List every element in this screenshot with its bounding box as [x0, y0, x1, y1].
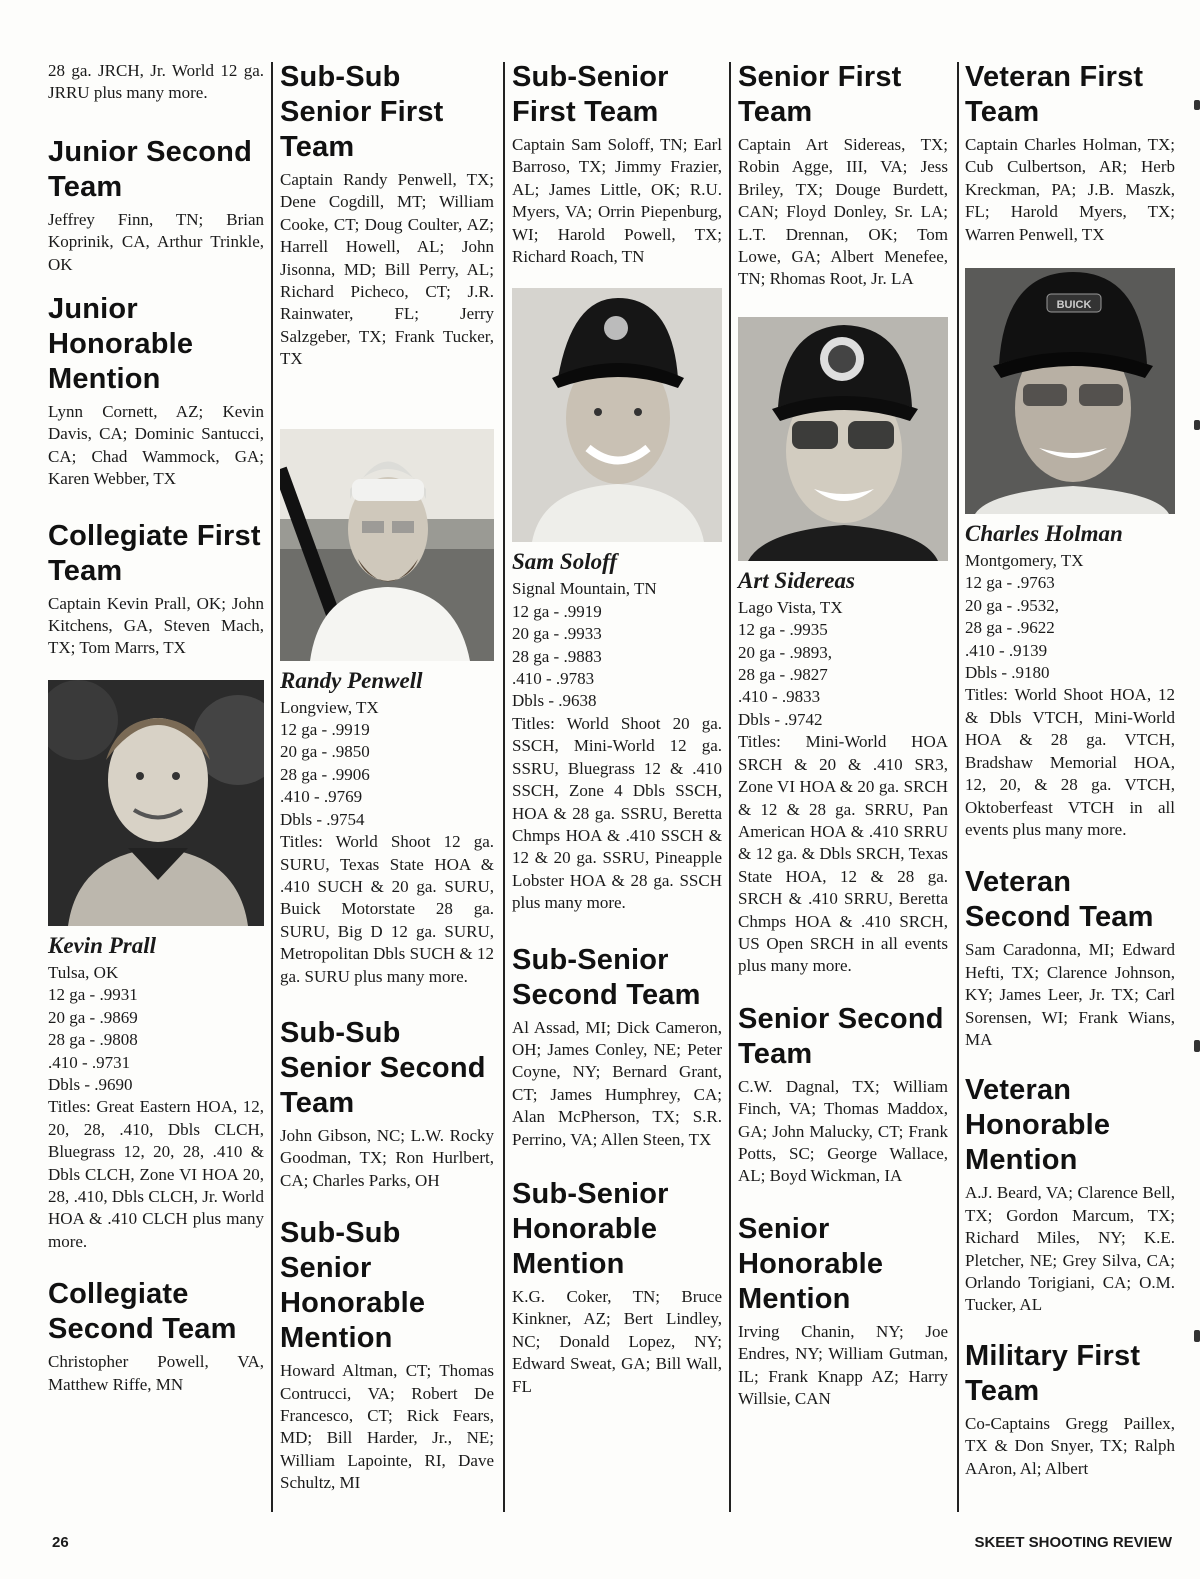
profile-city: Lago Vista, TX — [738, 597, 843, 617]
column-3 — [512, 60, 722, 1398]
stat-line: 28 ga - .9827 — [738, 665, 828, 685]
senior-hm-text: Irving Chanin, NY; Joe Endres, NY; William Gutman, IL; Frank Knapp AZ; Harry Willsie, CAN — [738, 1321, 948, 1408]
vet-second-text: Sam Caradonna, MI; Edward Hefti, TX; Clarence Johnson, KY; James Leer, Jr. TX; Carl Sorensen, WI; Frank Wians, MA — [965, 940, 1175, 1049]
stat-line: 28 ga - .9622 — [965, 618, 1055, 638]
stat-line: 12 ga - .9919 — [280, 720, 370, 740]
stat-line: .410 - .9139 — [965, 640, 1048, 660]
stat-line: .410 - .9783 — [512, 669, 595, 689]
senior-first-heading: Senior First Team — [738, 61, 902, 128]
vet-first-text: Captain Charles Holman, TX; Cub Culbertson, AR; Herb Kreckman, PA; J.B. Maszk, FL; Harold Myers, TX; Warren Penwell, TX — [965, 135, 1175, 244]
junior-second-heading: Junior Second Team — [48, 135, 253, 203]
sam-soloff-photo — [512, 288, 722, 542]
stat-line: 28 ga - .9808 — [48, 1030, 138, 1050]
scan-mark — [1194, 420, 1200, 430]
stat-line: Dbls - .9638 — [512, 691, 597, 711]
ss-second-text: John Gibson, NC; L.W. Rocky Goodman, TX; Ron Hurlbert, CA; Charles Parks, OH — [280, 1125, 494, 1190]
stat-line: 12 ga - .9763 — [965, 573, 1055, 593]
stat-line: 20 ga - .9850 — [280, 742, 370, 762]
vet-first-heading: Veteran First Team — [965, 61, 1144, 128]
sub-first-text: Captain Sam Soloff, TN; Earl Barroso, TX; Jimmy Frazier, AL; James Little, OK; R.U. Myers, VA; Orrin Piepenburg, WI; Harold Powell, TX; Richard Roach, TN — [512, 135, 722, 267]
carryover-text: 28 ga. JRCH, Jr. World 12 ga. JRRU plus many more. — [48, 61, 264, 103]
senior-hm-heading: Senior Honorable Mention — [738, 1212, 884, 1315]
column-2 — [280, 60, 494, 1495]
profile-city: Montgomery, TX — [965, 551, 1084, 571]
senior-second-heading: Senior Second Team — [738, 1002, 944, 1070]
senior-second-text: C.W. Dagnal, TX; William Finch, VA; Thomas Maddox, GA; John Malucky, CT; Frank Potts, SC; George Wallace, AL; Boyd Wickman, IA — [738, 1076, 948, 1186]
page-number: 26 — [52, 1534, 69, 1551]
sub-hm-heading: Sub-Senior Honorable Mention — [512, 1177, 669, 1280]
ss-first-heading: Sub-Sub Senior First Team — [280, 61, 444, 163]
ss-second-heading: Sub-Sub Senior Second Team — [280, 1016, 486, 1119]
stat-line: Dbls - .9742 — [738, 709, 823, 729]
vet-second-heading: Veteran Second Team — [965, 866, 1154, 934]
column-rule — [271, 62, 273, 1512]
stat-line: 28 ga - .9883 — [512, 646, 602, 666]
military-first-text: Co-Captains Gregg Paillex, TX & Don Snyer, TX; Ralph AAron, Al; Albert — [965, 1413, 1175, 1478]
profile-titles: Titles: Great Eastern HOA, 12, 20, 28, .410, Dbls CLCH, Bluegrass 12, 20, 28, .410 & Dbls CLCH, Zone VI HOA 20, 28, .410, Dbls CLCH, Jr. World HOA & .410 CLCH plus many more. — [48, 1097, 264, 1251]
stat-line: .410 - .9769 — [280, 787, 363, 807]
profile-titles: Titles: World Shoot HOA, 12 & Dbls VTCH, Mini-World HOA & 28 ga. VTCH, Bradshaw Memorial HOA, 12, 20, & 28 ga. VTCH, Oktoberfeast VTCH in all events plus many more. — [965, 685, 1175, 839]
profile-name: Charles Holman — [965, 521, 1123, 547]
charles-holman-photo — [965, 268, 1175, 514]
profile-name: Sam Soloff — [512, 549, 618, 575]
stat-line: Dbls - .9180 — [965, 663, 1050, 683]
stat-line: 20 ga - .9893, — [738, 642, 832, 662]
sub-first-heading: Sub-Senior First Team — [512, 61, 669, 128]
scan-mark — [1194, 1330, 1200, 1342]
stat-line: 20 ga - .9869 — [48, 1007, 138, 1027]
stat-line: 20 ga - .9933 — [512, 624, 602, 644]
junior-hm-text: Lynn Cornett, AZ; Kevin Davis, CA; Dominic Santucci, CA; Chad Wammock, GA; Karen Webber, TX — [48, 402, 264, 489]
collegiate-second-text: Christopher Powell, VA, Matthew Riffe, MN — [48, 1352, 264, 1394]
senior-first-text: Captain Art Sidereas, TX; Robin Agge, III, VA; Jess Briley, TX; Douge Burdett, CAN; Floyd Donley, Sr. LA; L.T. Drennan, OK; Tom Lowe, GA; Albert Menefee, TN; Rhomas Root, Jr. LA — [738, 135, 948, 289]
column-rule — [957, 62, 959, 1512]
stat-line: 12 ga - .9931 — [48, 985, 138, 1005]
sub-second-text: Al Assad, MI; Dick Cameron, OH; James Conley, NE; Peter Coyne, NY; Bernard Grant, CT; James Humphrey, CA; Alan McPherson, TX; S.R. Perrino, VA; Allen Steen, TX — [512, 1017, 722, 1149]
ss-first-text: Captain Randy Penwell, TX; Dene Cogdill, MT; William Cooke, CT; Doug Coulter, AZ; Harrell Howell, AL; John Jisonna, MD; Bill Perry, AL; Richard Picheco, CT; J.R. Rainwater, FL; Jerry Salzgeber, TX; Frank Tucker, TX — [280, 170, 494, 369]
collegiate-first-heading: Collegiate First Team — [48, 519, 261, 587]
profile-titles: Titles: World Shoot 20 ga. SSCH, Mini-World 12 ga. SSRU, Bluegrass 12 & .410 SSCH, Zone 4 Dbls SSCH, HOA & 28 ga. SSRU, Beretta Chmps HOA & .410 SSCH & 12 & 20 ga. SSRU, Pineapple Lobster HOA & 28 ga. SSCH plus many more. — [512, 713, 722, 913]
stat-line: Dbls - .9754 — [280, 809, 365, 829]
collegiate-second-heading: Collegiate Second Team — [48, 1278, 237, 1346]
stat-line: 12 ga - .9919 — [512, 601, 602, 621]
scan-mark — [1194, 1040, 1200, 1052]
column-rule — [729, 62, 731, 1512]
profile-name: Randy Penwell — [280, 667, 423, 693]
profile-titles: Titles: World Shoot 12 ga. SURU, Texas State HOA & .410 SUCH & 20 ga. SURU, Buick Motorstate 28 ga. SURU, Big D 12 ga. SURU, Metropolitan Dbls SUCH & 12 ga. SURU plus many more. — [280, 832, 494, 986]
magazine-title: SKEET SHOOTING REVIEW — [974, 1534, 1172, 1551]
column-rule — [503, 62, 505, 1512]
stat-line: .410 - .9731 — [48, 1052, 131, 1072]
vet-hm-heading: Veteran Honorable Mention — [965, 1074, 1111, 1177]
kevin-prall-photo — [48, 680, 264, 926]
stat-line: Dbls - .9690 — [48, 1074, 133, 1094]
column-1 — [48, 60, 264, 1396]
profile-name: Art Sidereas — [738, 567, 855, 593]
junior-hm-heading: Junior Honorable Mention — [48, 293, 194, 396]
profile-city: Signal Mountain, TN — [512, 579, 657, 599]
column-4 — [738, 60, 948, 1410]
stat-line: 20 ga - .9532, — [965, 595, 1059, 615]
profile-name: Kevin Prall — [48, 932, 156, 958]
sub-second-heading: Sub-Senior Second Team — [512, 943, 701, 1011]
stat-line: 12 ga - .9935 — [738, 620, 828, 640]
art-sidereas-photo — [738, 317, 948, 561]
randy-penwell-photo — [280, 429, 494, 661]
hat-text: BUICK — [1056, 299, 1092, 312]
ss-hm-heading: Sub-Sub Senior Honorable Mention — [280, 1217, 426, 1355]
profile-city: Tulsa, OK — [48, 962, 119, 982]
military-first-heading: Military First Team — [965, 1339, 1141, 1407]
ss-hm-text: Howard Altman, CT; Thomas Contrucci, VA; Robert De Francesco, CT; Rick Fears, MD; Bill Harder, Jr., NE; William Lapointe, RI, Dave Schultz, MI — [280, 1361, 494, 1493]
stat-line: 28 ga - .9906 — [280, 764, 370, 784]
column-5 — [965, 60, 1175, 1480]
profile-city: Longview, TX — [280, 697, 379, 717]
collegiate-first-text: Captain Kevin Prall, OK; John Kitchens, GA, Steven Mach, TX; Tom Marrs, TX — [48, 593, 264, 658]
junior-second-text: Jeffrey Finn, TN; Brian Koprinik, CA, Arthur Trinkle, OK — [48, 209, 264, 274]
sub-hm-text: K.G. Coker, TN; Bruce Kinkner, AZ; Bert Lindley, NC; Donald Lopez, NY; Edward Sweat, GA; Bill Wall, FL — [512, 1286, 722, 1396]
scan-mark — [1194, 100, 1200, 110]
vet-hm-text: A.J. Beard, VA; Clarence Bell, TX; Gordon Marcum, TX; Richard Miles, NY; K.E. Pletcher, NE; Grey Silva, CA; Orlando Torigiani, CA; O.M. Tucker, AL — [965, 1183, 1175, 1315]
stat-line: .410 - .9833 — [738, 687, 821, 707]
profile-titles: Titles: Mini-World HOA SRCH & 20 & .410 SR3, Zone VI HOA & 20 ga. SRCH & 12 & 28 ga. SRRU, Pan American HOA & .410 SRRU & 12 ga. & Dbls SRCH, Texas State HOA, 12 & 28 ga. SRCH & .410 SRRU, Beretta Chmps HOA & .410 SRCH, US Open SRCH in all events plus many more. — [738, 732, 948, 976]
